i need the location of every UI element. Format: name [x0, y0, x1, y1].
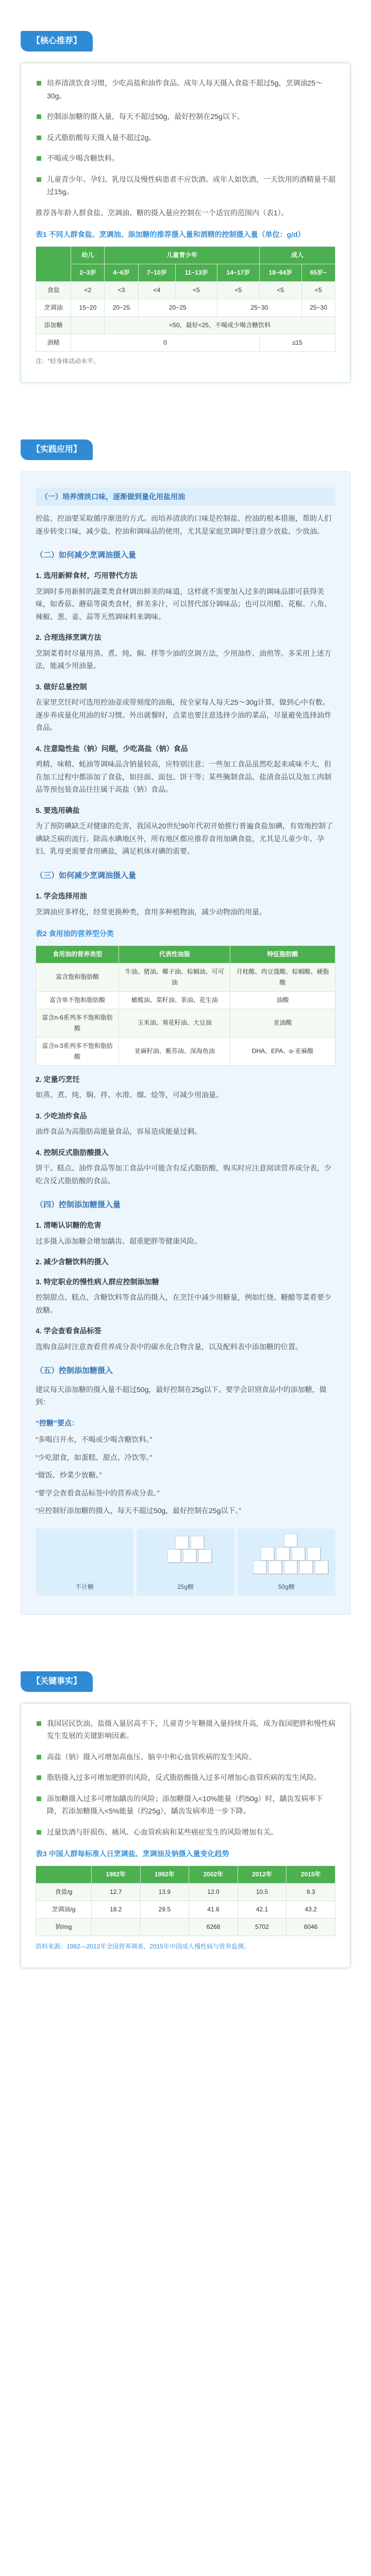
practice-sub4-4-text: 选购食品时注意查看营养成分表中的碳水化合物含量，以及配料表中添加糖的位置。 [36, 1342, 302, 1351]
table1 [36, 246, 335, 352]
table-row [36, 991, 335, 1009]
table3-cell: 29.5 [140, 1901, 189, 1918]
table2-cell: 玉米油、葵花籽油、大豆油 [119, 1009, 230, 1037]
sugar-figure-50g [238, 1529, 335, 1596]
sugar-caption: 50g糖 [278, 1583, 295, 1590]
sugar-figure-row [36, 1529, 335, 1596]
sugar-cube-icon [261, 1547, 274, 1561]
practice-sub4-2-head: 2. 减少含糖饮料的摄入 [36, 1258, 109, 1266]
practice-card [21, 471, 350, 1615]
sugar-cube-icon [175, 1536, 189, 1549]
table-row [36, 1037, 335, 1065]
table-row [36, 1918, 335, 1936]
table3-header: 1992年 [140, 1866, 189, 1883]
table1-row-label: 烹调油 [36, 299, 71, 316]
practice-item-5-head: 5. 要选用碘盐 [36, 806, 80, 815]
table3-header: 2015年 [286, 1866, 335, 1883]
table3-header: 1982年 [91, 1866, 140, 1883]
table3-cell: 5702 [238, 1918, 286, 1936]
practice-item-3-text: 在家里烹饪时可选用控油壶或带刻度的油瓶，按全家每人每天25～30g计算，做到心中有数。逐步养成量化用油的好习惯。外出就餐时，点菜也要注意选择少油的菜品，尽量避免选择油炸食品。 [36, 698, 331, 732]
facts-section-header [21, 1671, 350, 1692]
practice-more-3-head: 4. 控制反式脂肪酸摄入 [36, 1148, 109, 1157]
table1-cell: 15~20 [71, 299, 105, 316]
practice-sub4-3-head: 3. 特定职业的慢性病人群应控制添加糖 [36, 1277, 159, 1286]
table1-cell: <4 [138, 281, 176, 299]
table3-cell: 钠/mg [36, 1918, 92, 1936]
table2-cell: 橄榄油、菜籽油、茶油、花生油 [119, 991, 230, 1009]
table2-cell: 富含n-3系列多不饱和脂肪酸 [36, 1037, 119, 1065]
facts-bullet-1: 我国居民饮油、盐摄入量居高不下，儿童青少年糖摄入量持续升高，成为我国肥胖和慢性病发生发展的关键影响因素。 [36, 1717, 335, 1742]
table3-cell: 41.6 [189, 1901, 238, 1918]
table1-title: 表1 不同人群食盐、烹调油、添加糖的推荐摄入量和酒精的控制摄入量（单位：g/d） [36, 230, 305, 239]
table2-cell: 富含饱和脂肪酸 [36, 963, 119, 991]
sugar-cube-icon [299, 1561, 313, 1574]
table3 [36, 1866, 335, 1936]
table-row [36, 1009, 335, 1037]
table1-age-5: 14~17岁 [217, 264, 260, 281]
practice-item-4-head: 4. 注意隐性盐（钠）问题，少吃高盐（钠）食品 [36, 744, 188, 753]
table1-group-youth: 儿童青少年 [105, 246, 259, 264]
practice-item-3-head: 3. 做好总量控制 [36, 682, 87, 691]
core-bullet-2: 控制添加糖的摄入量，每天不超过50g，最好控制在25g以下。 [36, 110, 335, 123]
tip-item: “多喝白开水，不喝或少喝含糖饮料。” [36, 1435, 153, 1444]
facts-section-tag: 【关键事实】 [21, 1671, 93, 1692]
core-section-header [21, 31, 350, 52]
table2 [36, 945, 335, 1066]
table1-cell: 25~30 [217, 299, 302, 316]
table3-cell: 10.5 [238, 1883, 286, 1901]
table3-cell: 18.2 [91, 1901, 140, 1918]
table1-cell: 25~30 [301, 299, 335, 316]
practice-item-4-text: 鸡精、味精、蚝油等调味品含钠量较高，应特别注意；一些加工食品虽然吃起来咸味不大，但在加工过程中都添加了食盐，如挂面、面包、饼干等；某些腌制食品、盐渍食品以及加工肉制品等预包装食品往往属于高盐（钠）食品。 [36, 760, 331, 794]
table3-cell [140, 1918, 189, 1936]
table1-cell [71, 316, 105, 334]
facts-source: 资料来源：1982—2012年全国营养调查，2015年中国成人慢性病与营养监测。 [36, 1942, 250, 1950]
table2-cell: 亚油酸 [230, 1009, 335, 1037]
core-bullet-4: 不喝或少喝含糖饮料。 [36, 152, 335, 165]
facts-bullet-2: 高盐（钠）摄入可增加高血压、脑卒中和心血管疾病的发生风险。 [36, 1751, 335, 1764]
table1-corner [36, 246, 71, 281]
table2-cell: 油酸 [230, 991, 335, 1009]
practice-more-2-head: 3. 少吃油炸食品 [36, 1111, 87, 1120]
table1-age-6: 18~64岁 [259, 264, 301, 281]
table1-note: 注：“轻身体活动水平。 [36, 357, 99, 365]
practice-sub3-item-text: 烹调油应多样化，经常更换种类，食用多种植物油，减少动物油的用量。 [36, 907, 266, 916]
facts-bullet-5: 过量饮酒与肝损伤、痛风、心血管疾病和某些癌症发生的风险增加有关。 [36, 1826, 335, 1839]
table1-age-3: 7~10岁 [138, 264, 176, 281]
sugar-cube-icon [191, 1536, 204, 1549]
table3-cell: 12.0 [189, 1883, 238, 1901]
practice-more-1-head: 2. 定量巧烹饪 [36, 1075, 80, 1083]
facts-bullet-4: 添加糖摄入过多可增加龋齿的风险；添加糖摄入<10%能量（约50g）时，龋齿发病率下降，若添加糖摄入<5%能量（约25g），龋齿发病率进一步下降。 [36, 1792, 335, 1818]
practice-item-2-head: 2. 合理选择烹调方法 [36, 633, 102, 642]
table-row [36, 1883, 335, 1901]
table-row [36, 1901, 335, 1918]
core-card [21, 63, 350, 383]
sugar-cube-icon [167, 1549, 181, 1563]
practice-more-2-text: 油炸食品为高脂肪高能量食品，容易造成能量过剩。 [36, 1127, 201, 1136]
table1-group-toddler: 幼儿 [71, 246, 105, 264]
practice-sub1: （一）培养清淡口味，逐渐做到量化用盐用油 [36, 487, 335, 506]
sugar-caption: 25g糖 [177, 1583, 194, 1590]
core-bullet-3: 反式脂肪酸每天摄入量不超过2g。 [36, 131, 335, 144]
practice-sub4-1-head: 1. 清晰认识糖的危害 [36, 1221, 102, 1230]
tip-item: “做饭、炒菜少放糖。” [36, 1471, 102, 1479]
table1-cell: 20~25 [138, 299, 217, 316]
table3-cell: 6268 [189, 1918, 238, 1936]
table2-header-2: 代表性油脂 [119, 945, 230, 963]
table-row [36, 334, 335, 351]
table-row [36, 299, 335, 316]
table3-cell: 烹调油/g [36, 1901, 92, 1918]
table1-cell: <2 [71, 281, 105, 299]
table1-cell: <5 [176, 281, 217, 299]
table1-cell: <3 [105, 281, 138, 299]
table1-row-label: 食盐 [36, 281, 71, 299]
practice-sub4-1-text: 过多摄入添加糖会增加龋齿、超重肥胖等健康风险。 [36, 1236, 201, 1245]
table3-cell: 13.9 [140, 1883, 189, 1901]
table3-header [36, 1866, 92, 1883]
table2-cell: 月桂酸、肉豆蔻酸、棕榈酸、硬脂酸 [230, 963, 335, 991]
practice-sub5-para: 建议每天添加糖的摄入量不超过50g，最好控制在25g以下。要学会识别食品中的添加糖，做到： [36, 1385, 327, 1406]
table1-age-4: 11~13岁 [176, 264, 217, 281]
sugar-figure-25g [137, 1529, 234, 1596]
table2-header-3: 特征脂肪酸 [230, 945, 335, 963]
table1-cell: 0 [71, 334, 260, 351]
table3-header: 2002年 [189, 1866, 238, 1883]
core-bullet-1: 培养清淡饮食习惯，少吃高盐和油炸食品。成年人每天摄入食盐不超过5g，烹调油25～30g。 [36, 77, 335, 102]
practice-item-2-text: 烹制菜肴时尽量用蒸、煮、炖、焖、拌等少油的烹调方法，少用油炸、油煎等。多采用上述方法，能减少用油量。 [36, 649, 331, 670]
practice-item-5-text: 为了预防碘缺乏对健康的危害，我国从20世纪90年代初开始推行普遍食盐加碘，有效地控制了碘缺乏病的流行。除高水碘地区外，所有地区都应推荐食用加碘食盐，尤其是儿童少年、孕妇、乳母更需要食用碘盐，满足机体对碘的需要。 [36, 822, 333, 856]
table1-age-7: 65岁~ [301, 264, 335, 281]
table1-group-adult: 成人 [259, 246, 335, 264]
sugar-cube-icon [284, 1534, 297, 1547]
facts-card [21, 1703, 350, 1968]
practice-sub2: （二）如何减少烹调油摄入量 [36, 551, 137, 560]
tip-item: “要学会查看食品标签中的营养成分表。” [36, 1488, 160, 1497]
sugar-cube-icon [276, 1547, 290, 1561]
sugar-figure-none [36, 1529, 133, 1596]
table3-cell: 12.7 [91, 1883, 140, 1901]
sugar-cube-icon [183, 1549, 196, 1563]
core-extra-para: 推荐各年龄人群食盐、烹调油、糖的摄入量应控制在一个适宜的范围内（表1）。 [36, 208, 289, 217]
core-bullet-5: 儿童青少年、孕妇、乳母以及慢性病患者不应饮酒。成年人如饮酒，一天饮用的酒精量不超过15g。 [36, 173, 335, 198]
table-row [36, 963, 335, 991]
practice-item-1-text: 烹调时多用新鲜的蔬菜类食材调出鲜美的味道，这样就不需要加入过多的调味品即可获得美味，如香菇、蘑菇等菌类食材，鲜美多汁，可以替代部分调味品；也可以用醋、花椒、八角、辣椒、葱、姜、蒜等天然调味料来调味。 [36, 587, 331, 621]
table1-age-2: 4~6岁 [105, 264, 138, 281]
table2-cell: 富含单不饱和脂肪酸 [36, 991, 119, 1009]
practice-section-header [21, 439, 350, 460]
table2-cell: DHA、EPA、α-亚麻酸 [230, 1037, 335, 1065]
table2-cell: 牛油、猪油、椰子油、棕榈油、可可油 [119, 963, 230, 991]
table-row [36, 316, 335, 334]
sugar-cube-icon [307, 1547, 321, 1561]
sugar-caption: 不计糖 [75, 1583, 94, 1590]
sugar-cube-icon [284, 1561, 297, 1574]
table3-cell: 9.3 [286, 1883, 335, 1901]
table1-cell: <5 [217, 281, 260, 299]
table3-cell: 6046 [286, 1918, 335, 1936]
practice-sub3: （三）如何减少烹调油摄入量 [36, 871, 137, 880]
table1-cell: <50，最好<25，不喝或少喝含糖饮料 [105, 316, 335, 334]
table3-title: 表3 中国人群每标准人日烹调盐、烹调油及钠摄入量变化趋势 [36, 1850, 229, 1858]
practice-sub4-4-head: 4. 学会查看食品标签 [36, 1327, 102, 1335]
practice-section-tag: 【实践应用】 [21, 439, 93, 460]
sugar-cube-icon [268, 1561, 282, 1574]
table-row [36, 281, 335, 299]
table3-cell: 43.2 [286, 1901, 335, 1918]
practice-item-1-head: 1. 选用新鲜食材，巧用替代方法 [36, 571, 138, 580]
practice-more-1-text: 如蒸、煮、炖、焖、拌、水滑、熘、烩等，可减少用油量。 [36, 1091, 223, 1099]
table2-title: 表2 食用油的营养型分类 [36, 929, 114, 938]
table1-cell: ≤15 [259, 334, 335, 351]
tips-head: “控糖”要点： [36, 1418, 79, 1427]
table1-row-label: 酒精 [36, 334, 71, 351]
table1-age-1: 2~3岁 [71, 264, 105, 281]
facts-bullet-3: 脂肪摄入过多可增加肥胖的风险，反式脂肪酸摄入过多可增加心血管疾病的发生风险。 [36, 1771, 335, 1784]
table1-cell: 20~25 [105, 299, 138, 316]
practice-sub4: （四）控制添加糖摄入量 [36, 1200, 121, 1209]
table1-row-label: 添加糖 [36, 316, 71, 334]
sugar-cube-icon [253, 1561, 266, 1574]
table3-header: 2012年 [238, 1866, 286, 1883]
table1-cell: <5 [259, 281, 301, 299]
practice-sub3-item-head: 1. 学会选择用油 [36, 892, 87, 900]
tip-item: “应控制好添加糖的摄入，每天不超过50g，最好控制在25g以下。” [36, 1506, 242, 1515]
table2-header-1: 食用油的营养类型 [36, 945, 119, 963]
table1-cell: <5 [301, 281, 335, 299]
sugar-cube-icon [198, 1549, 212, 1563]
tips-list [36, 1433, 335, 1517]
table3-cell [91, 1918, 140, 1936]
practice-more-3-text: 饼干、糕点、油炸食品等加工食品中可能含有反式脂肪酸，购买时应注意阅读营养成分表，少吃含反式脂肪酸的食品。 [36, 1164, 331, 1185]
table3-cell: 42.1 [238, 1901, 286, 1918]
core-section-tag: 【核心推荐】 [21, 31, 93, 52]
table2-cell: 亚麻籽油、紫苏油、深海鱼油 [119, 1037, 230, 1065]
sugar-cube-icon [315, 1561, 328, 1574]
sugar-cube-icon [292, 1547, 305, 1561]
table3-cell: 食盐/g [36, 1883, 92, 1901]
practice-sub5: （五）控制添加糖摄入 [36, 1366, 113, 1376]
practice-sub4-3-text: 控制甜点、糕点、含糖饮料等食品的摄入，在烹饪中减少用糖量，例如红烧、糖醋等菜肴要少放糖。 [36, 1293, 331, 1314]
tip-item: “少吃甜食，如蛋糕、甜点、冷饮等。” [36, 1453, 153, 1462]
practice-sub1-para: 控盐、控油要采取循序渐进的方式。而培养清淡的口味是控制盐、控油的根本措施，帮助人们逐步转变口味，减少盐、控油和调味品的使用，尤其是家庭烹调时要注意少放盐、少放油。 [36, 514, 331, 535]
table2-cell: 富含n-6系列多不饱和脂肪酸 [36, 1009, 119, 1037]
